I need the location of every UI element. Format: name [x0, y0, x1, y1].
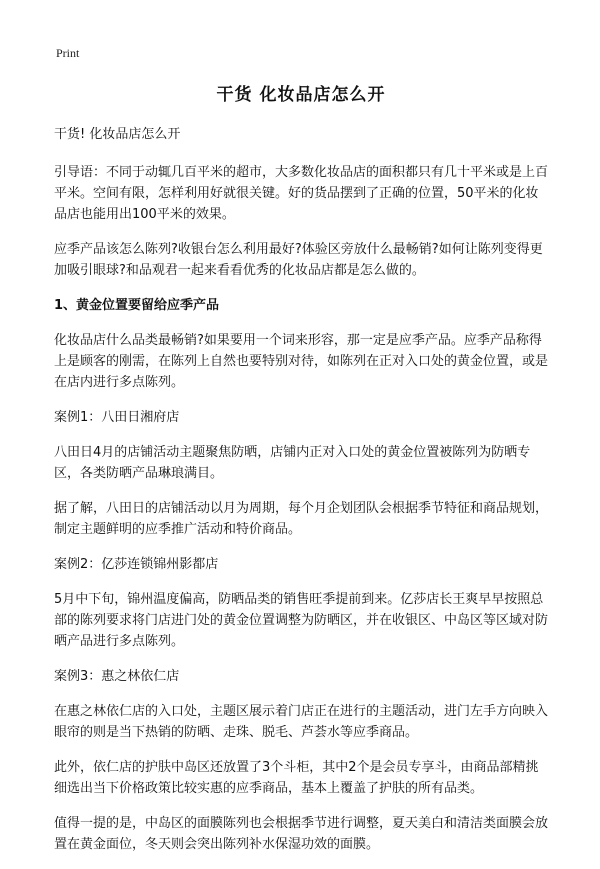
case-paragraph: 值得一提的是，中岛区的面膜陈列也会根据季节进行调整，夏天美白和清洁类面膜会放置在黄金面位，冬天则会突出陈列补水保湿功效的面膜。 — [54, 816, 549, 852]
intro-paragraph: 引导语：不同于动辄几百平米的超市，大多数化妆品店的面积都只有几十平米或是上百平米。空间有限，怎样利用好就很关键。好的货品摆到了正确的位置，50平米的化妆品店也能用出100平米的效果。 — [54, 165, 549, 222]
section-heading: 1、黄金位置要留给应季产品 — [54, 298, 220, 313]
case-title: 案例2：亿莎连锁锦州影都店 — [54, 557, 219, 572]
case-paragraph: 在惠之林依仁店的入口处，主题区展示着门店正在进行的主题活动，进门左手方向映入眼帘的则是当下热销的防晒、走珠、脱毛、芦荟水等应季商品。 — [54, 704, 549, 740]
article — [54, 80, 548, 869]
questions-paragraph: 应季产品该怎么陈列?收银台怎么利用最好?体验区旁放什么最畅销?如何让陈列变得更加吸引眼球?和品观君一起来看看优秀的化妆品店都是怎么做的。 — [54, 242, 543, 278]
case-paragraph: 八田日4月的店铺活动主题聚焦防晒，店铺内正对入口处的黄金位置被陈列为防晒专区，各类防晒产品琳琅满目。 — [54, 445, 531, 481]
case-title: 案例3：惠之林依仁店 — [54, 669, 180, 684]
print-link[interactable]: Print — [56, 46, 80, 60]
case-paragraph: 据了解，八田日的店铺活动以月为周期，每个月企划团队会根据季节特征和商品规划，制定主题鲜明的应季推广活动和特价商品。 — [54, 501, 549, 537]
page-title: 干货 化妆品店怎么开 — [216, 85, 386, 105]
case-paragraph: 5月中下旬，锦州温度偏高，防晒品类的销售旺季提前到来。亿莎店长王爽早早按照总部的陈列要求将门店进门处的黄金位置调整为防晒区，并在收银区、中岛区等区域对防晒产品进行多点陈列。 — [54, 592, 549, 649]
case-paragraph: 此外，依仁店的护肤中岛区还放置了3个斗柜，其中2个是会员专享斗，由商品部精挑细选出当下价格政策比较实惠的应季商品，基本上覆盖了护肤的所有品类。 — [54, 760, 539, 796]
section-body: 化妆品店什么品类最畅销?如果要用一个词来形容，那一定是应季产品。应季产品称得上是顾客的刚需，在陈列上自然也要特别对待，如陈列在正对入口处的黄金位置，或是在店内进行多点陈列。 — [54, 333, 549, 390]
case-title: 案例1：八田日湘府店 — [54, 410, 180, 425]
article-subtitle: 干货! 化妆品店怎么开 — [54, 127, 181, 142]
